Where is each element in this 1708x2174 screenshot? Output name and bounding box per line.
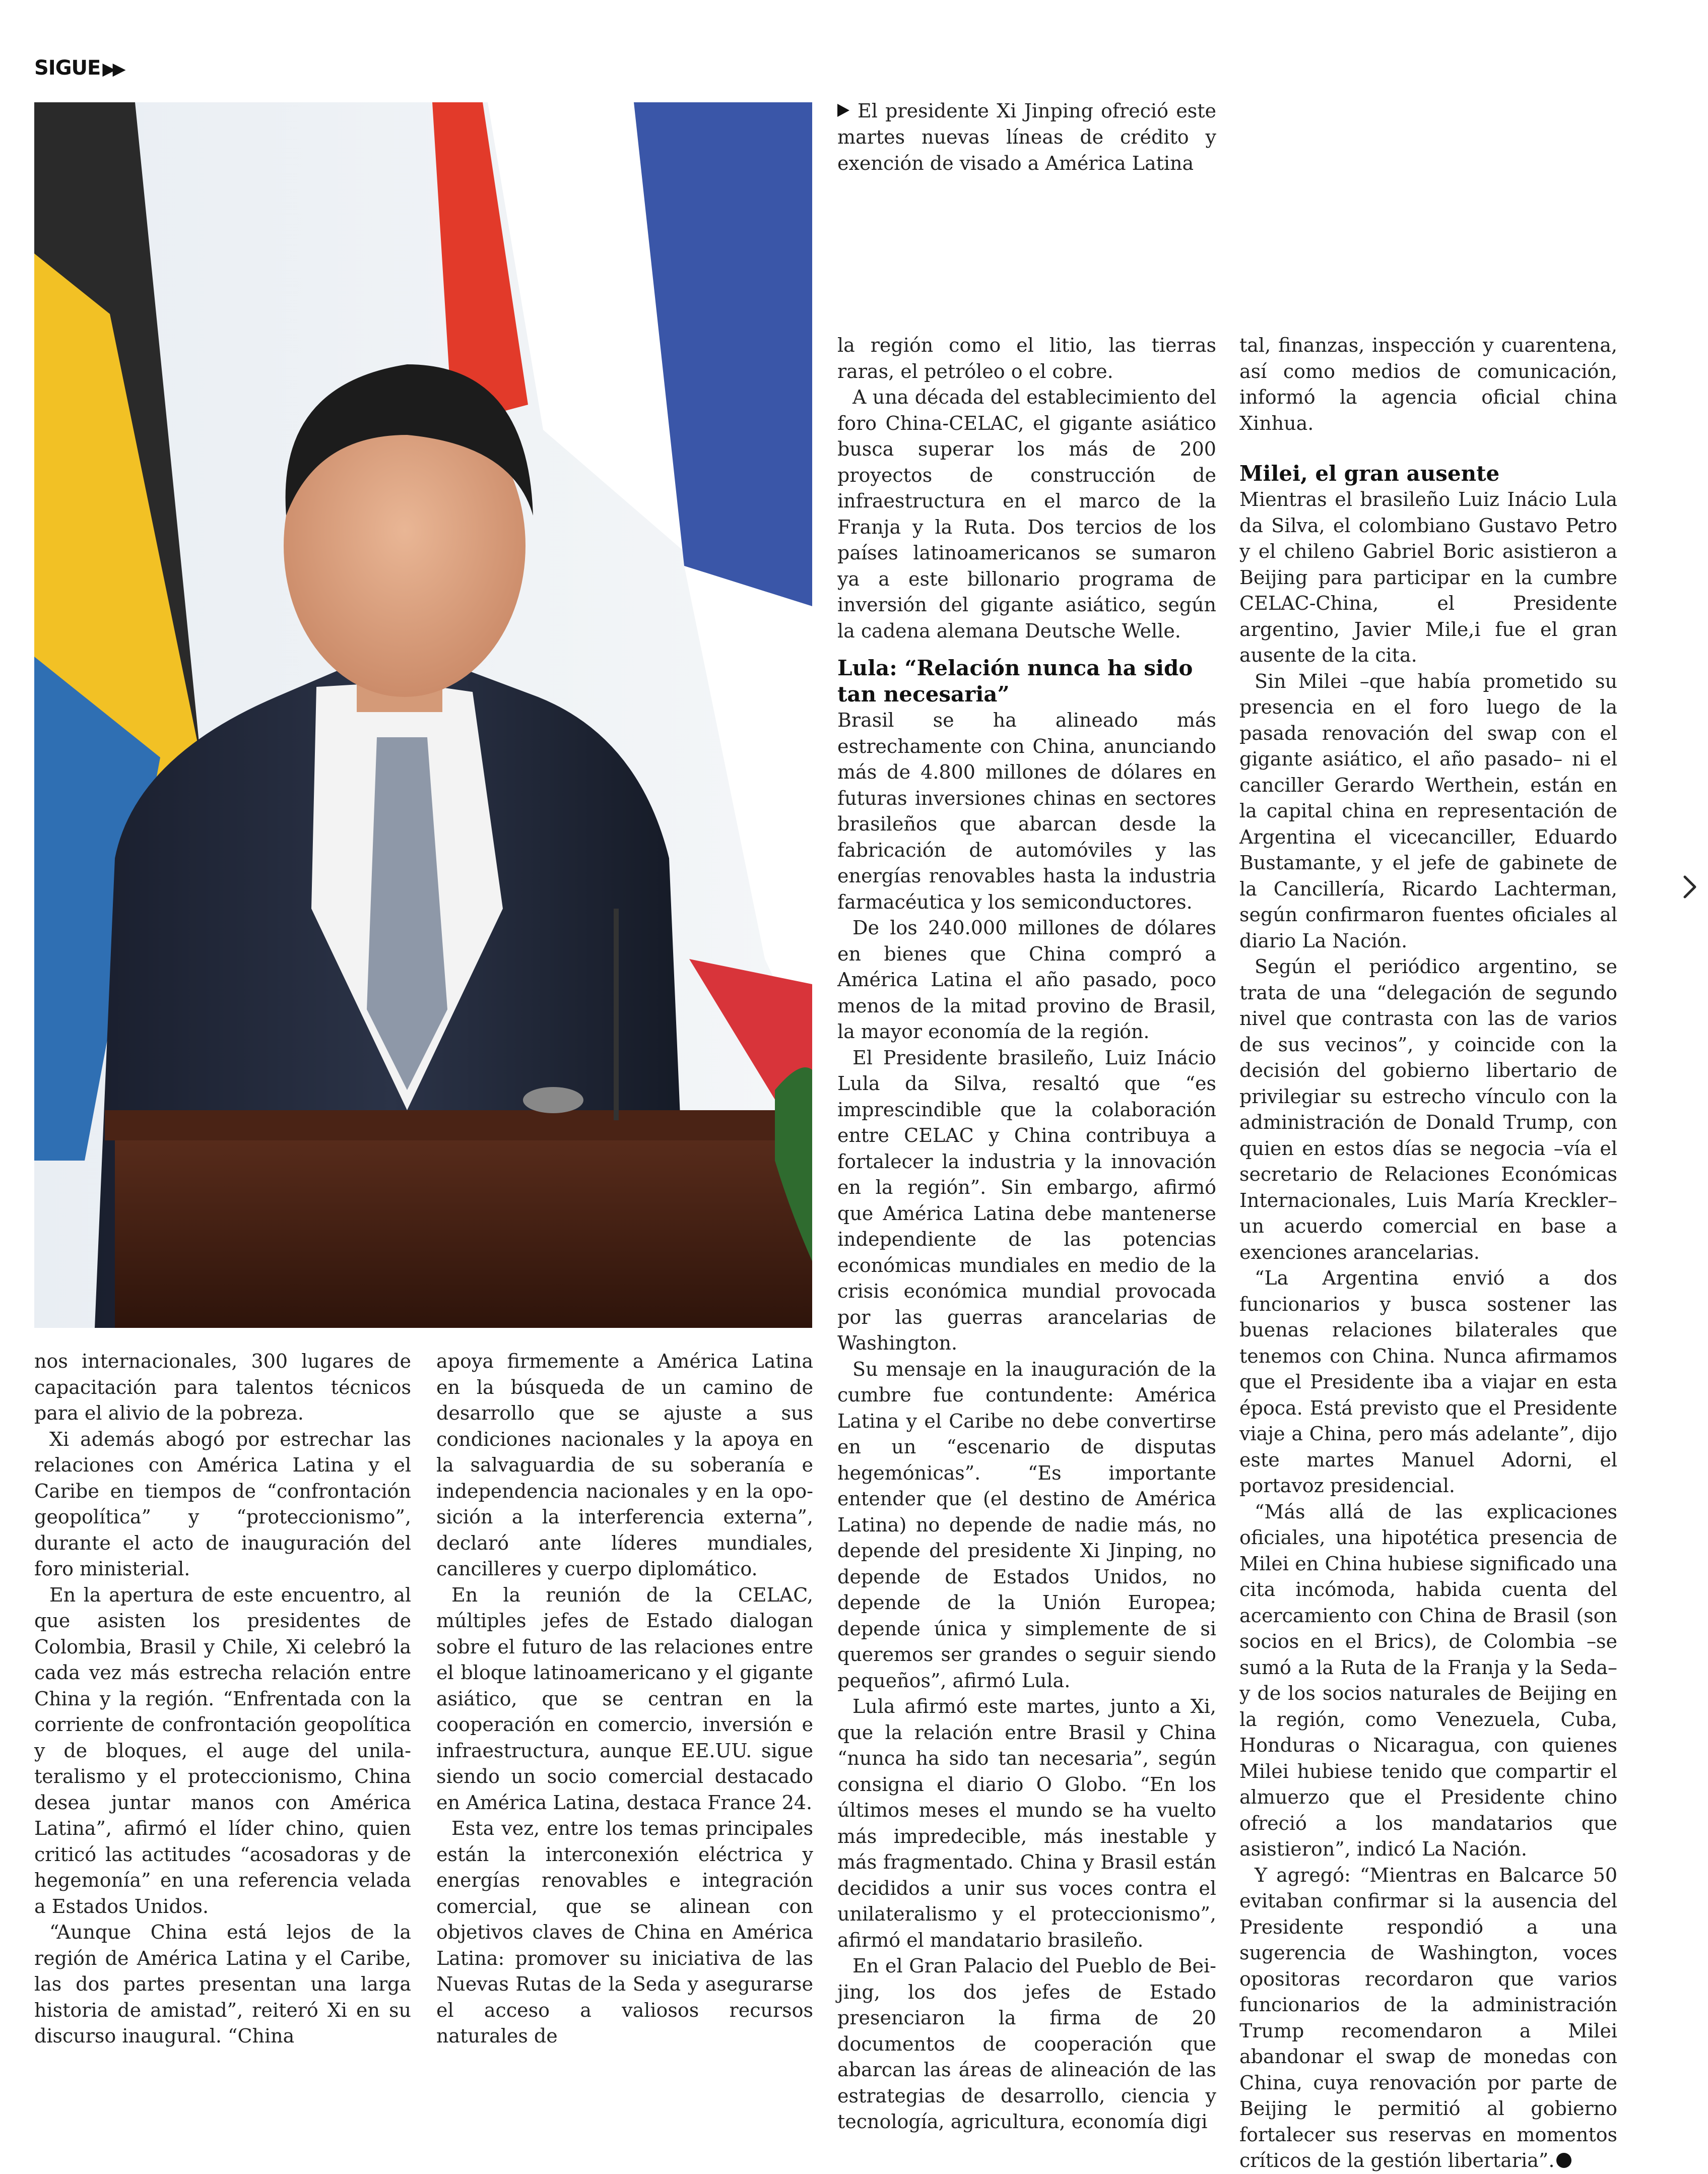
chevron-right-icon — [1678, 871, 1702, 903]
paragraph: Xi además abogó por estrechar las relaciones con América Latina y el Caribe en tiempos de “confrontación geopolítica” y “proteccionismo”, durante el acto de inauguración del foro ministerial. — [34, 1428, 411, 1580]
section-header-sigue — [34, 56, 123, 80]
column-1 — [34, 1349, 411, 2050]
paragraph: Brasil se ha alineado más estrechamente con China, anunciando más de 4.800 millones de dólares en futuras inversiones chinas en sectores brasileños que abarcan desde la fabricación de automóviles y las energías renovables hasta la industria farmacéutica y los semiconductores. — [837, 709, 1216, 913]
subheading-milei: Milei, el gran ausente — [1239, 461, 1500, 486]
column-3 — [837, 333, 1216, 2135]
paragraph: “Más allá de las explicaciones oficiales, una hipotética presencia de Milei en China hubiese significado una cita incómoda, habida cuenta del acercamiento con China de Brasil (son socios en el Brics), de Colombia –se sumó a la Ruta de la Franja y la Seda– y de los socios naturales de Beijing en la región, como Venezuela, Cuba, Honduras o Nicaragua, con quienes Milei hubiese tenido que compartir el almuerzo que el Presidente chino ofreció a los mandatarios que asistieron”, indicó La Nación. — [1239, 1500, 1617, 1860]
photo-caption — [837, 98, 1216, 176]
paragraph: En el Gran Palacio del Pueblo de Beijing, los dos jefes de Estado presenciaron la firma de 20 documentos de cooperación que abarcan las áreas de alineación de las estrategias de desarrollo, ciencia y tecnología, agricultura, economía digi — [837, 1955, 1216, 2133]
column-4 — [1239, 333, 1617, 2174]
sigue-label: SIGUE — [34, 56, 101, 80]
double-arrow-icon: ▶▶ — [102, 59, 123, 79]
paragraph: “La Argentina envió a dos funcionarios y busca sostener las buenas relaciones bilaterales que tenemos con China. Nunca afirmamos que el Presidente iba a viajar en esta época. Está previsto que el Presidente viaje a China, pero más adelante”, dijo este martes Manuel Adorni, el portavoz presidencial. — [1239, 1267, 1617, 1497]
paragraph: Esta vez, entre los temas principales están la interconexión eléctrica y energías renovables e integración comercial, que se alinean con objetivos claves de China en América Latina: promover su iniciativa de las Nuevas Rutas de la Seda y asegurarse el acceso a valiosos recursos naturales de — [436, 1817, 813, 2047]
paragraph: En la apertura de este encuentro, al que asisten los presidentes de Colombia, Brasil y Chile, Xi celebró la cada vez más estrecha relación entre China y la región. “Enfrentada con la corriente de confrontación geopolítica y de bloques, el auge del unilateralismo y el proteccionismo, China desea juntar manos con América Latina”, afirmó el líder chino, quien criticó las actitudes “acosadoras y de hegemonía” en una referencia velada a Estados Unidos. — [34, 1583, 411, 1917]
paragraph: El Presidente brasileño, Luiz Inácio Lula da Silva, resaltó que “es imprescindible que la colaboración entre CELAC y China contribuya a fortalecer la industria y la innovación en la región”. Sin embargo, afirmó que América Latina debe mantenerse independiente de las potencias económicas mundiales en medio de la crisis económica mundial provocada por las guerras arancelarias de Washington. — [837, 1046, 1216, 1354]
paragraph: Mientras el brasileño Luiz Inácio Lula da Silva, el colombiano Gustavo Petro y el chileno Gabriel Boric asistieron a Beijing para participar en la cumbre CELAC-China, el Presidente argentino, Javier Mile,i fue el gran ausente de la cita. — [1239, 488, 1617, 666]
paragraph: A una década del establecimiento del foro China-CELAC, el gigante asiático busca superar los más de 200 proyectos de construcción de infraestructura en el marco de la Franja y la Ruta. Dos tercios de los países latinoamericanos se sumaron ya a este billonario programa de inversión del gigante asiático, según la cadena alemana Deutsche Welle. — [837, 386, 1216, 642]
paragraph-last — [1239, 1863, 1617, 2174]
paragraph: En la reunión de la CELAC, múltiples jefes de Estado dialogan sobre el futuro de las relaciones entre el bloque latinoamericano y el gigante asiático, que se centran en la cooperación en comercio, inversión e infraestructura, aunque EE.UU. sigue siendo un socio comercial destacado en América Latina, destaca France 24. — [436, 1583, 813, 1814]
paragraph: tal, finanzas, inspección y cuarentena, así como medios de comunicación, informó la agencia oficial china Xinhua. — [1239, 334, 1617, 434]
paragraph: Sin Milei –que había prometido su presencia en el foro luego de la pasada renovación del swap con el gigante asiático, el año pasado– ni el canciller Gerardo Werthein, están en la capital china en representación de Argentina el vicecanciller, Eduardo Bustamante, y el jefe de gabinete de la Cancillería, Ricardo Lachterman, según confirmaron fuentes oficiales al diario La Nación. — [1239, 670, 1617, 952]
subheading-lula: Lula: “Relación nunca ha sido tan necesaria” — [837, 656, 1193, 707]
end-bullet-icon — [1556, 2153, 1571, 2168]
column-2 — [436, 1349, 813, 2050]
paragraph: De los 240.000 millones de dólares en bienes que China compró a América Latina el año pasado, poco menos de la mitad provino de Brasil, la mayor economía de la región. — [837, 917, 1216, 1043]
paragraph: Según el periódico argentino, se trata de una “delegación de segundo nivel que contrasta con las de varios de sus vecinos”, y coincide con la decisión del gobierno libertario de privilegiar su estrecho vínculo con la administración de Donald Trump, con quien en estos días se negocia –vía el secretario de Relaciones Económicas Internacionales, Luis María Kreckler– un acuerdo comercial en base a exenciones arancelarias. — [1239, 955, 1617, 1263]
next-page-button[interactable] — [1678, 871, 1702, 903]
caption-text: El presidente Xi Jinping ofreció este martes nuevas líneas de crédito y exención de visado a América Latina — [837, 100, 1216, 174]
paragraph: nos internacionales, 300 lugares de capacitación para talentos técnicos para el alivio de la pobreza. — [34, 1350, 411, 1424]
triangle-right-icon — [837, 104, 849, 117]
paragraph: Su mensaje en la inauguración de la cumbre fue contundente: América Latina y el Caribe no debe convertirse en un “escenario de disputas hegemónicas”. “Es importante entender que (el destino de América Latina) no depende de nadie más, no depende del presidente Xi Jinping, no depende de Estados Unidos, no depende de la Unión Europea; depende única y simplemente de si queremos ser grandes o seguir siendo pequeños”, afirmó Lula. — [837, 1358, 1216, 1692]
paragraph: apoya firmemente a América Latina en la búsqueda de un camino de desarrollo que se ajuste a sus condiciones nacionales y la apoya en la salvaguardia de su soberanía e independencia nacionales y en la oposición a la interferencia externa”, declaró ante líderes mundiales, cancilleres y cuerpo diplomático. — [436, 1350, 813, 1580]
paragraph: la región como el litio, las tierras raras, el petróleo o el cobre. — [837, 334, 1216, 382]
paragraph-text: Y agregó: “Mientras en Balcarce 50 evitaban confirmar si la ausencia del Presidente respondió a una sugerencia de Washington, voces opositoras recordaron que varios funcionarios de la administración Trump recomendaron a Milei abandonar el swap de monedas con China, cuya renovación por parte de Beijing le permitió al gobierno fortalecer sus reservas en momentos críticos de la gestión libertaria”. — [1239, 1864, 1617, 2171]
paragraph: “Aunque China está lejos de la región de América Latina y el Caribe, las dos partes presentan una larga historia de amistad”, reiteró Xi en su discurso inaugural. “China — [34, 1921, 411, 2047]
news-photo — [34, 102, 812, 1328]
paragraph: Lula afirmó este martes, junto a Xi, que la relación entre Brasil y China “nunca ha sido tan necesaria”, según consigna el diario O Globo. “En los últimos meses el mundo se ha vuelto más impredecible, más inestable y más fragmentado. China y Brasil están decididos a unir sus voces contra el unilateralismo y el proteccionismo”, afirmó el mandatario brasileño. — [837, 1695, 1216, 1951]
photo-illustration — [34, 102, 812, 1328]
